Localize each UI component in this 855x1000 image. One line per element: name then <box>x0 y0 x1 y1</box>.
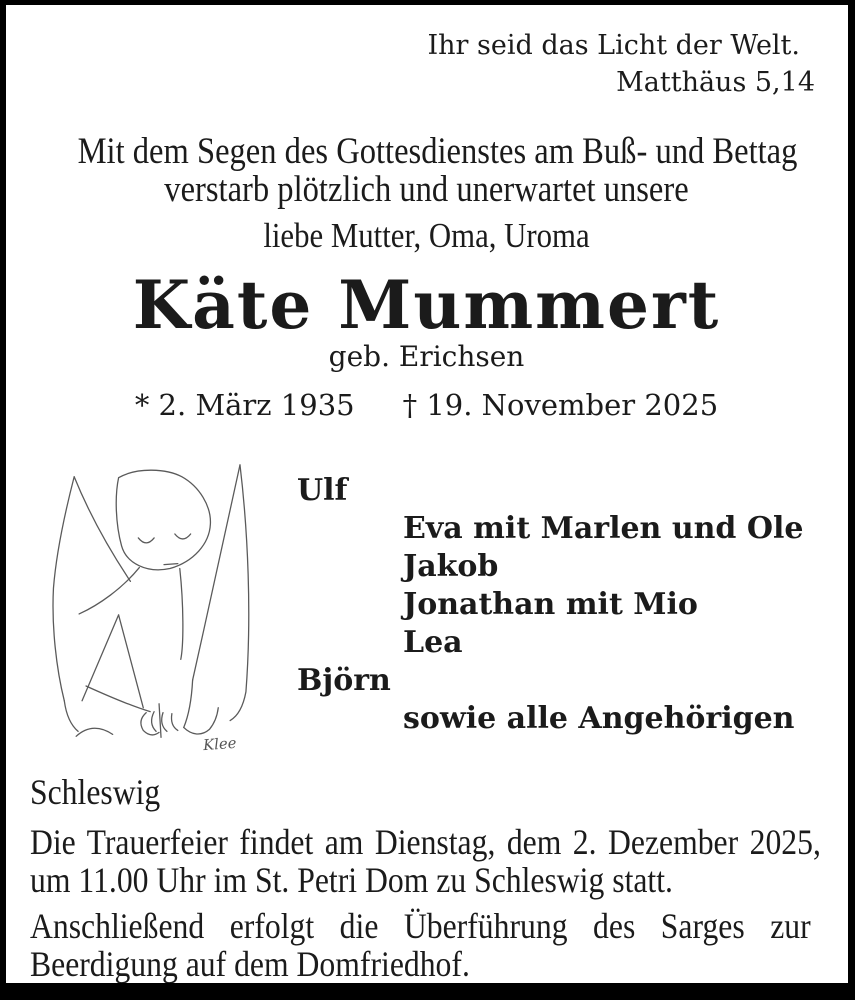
mourner-name: Jakob <box>403 549 499 584</box>
intro-paragraph <box>77 131 798 255</box>
left-eye <box>138 538 154 543</box>
artist-signature: Klee <box>202 734 237 755</box>
mourners-closing: sowie alle Angehörigen <box>403 701 795 736</box>
mourners-list <box>297 457 803 761</box>
service-information <box>30 773 822 983</box>
hand-curve-4 <box>171 714 177 731</box>
right-wing-outer-line <box>230 465 249 721</box>
mourner-name: Björn <box>297 663 391 698</box>
maiden-name: geb. Erichsen <box>328 340 525 373</box>
intro-line-2: verstarb plötzlich und unerwartet unsere <box>164 169 689 210</box>
burial-line-1: Anschließend erfolgt die Überführung des Sarges zur <box>30 906 811 946</box>
right-wing-inner-line <box>193 465 240 680</box>
shoulder-line <box>79 568 139 614</box>
life-dates <box>30 387 823 423</box>
mourner-name: Ulf <box>297 473 348 508</box>
body-center-line <box>180 569 183 660</box>
intro-line-1: Mit dem Segen des Gottesdienstes am Buß- und Bettag <box>77 131 798 172</box>
arm-right-line <box>119 615 144 708</box>
head-outline <box>116 470 210 570</box>
quote-text: Ihr seid das Licht der Welt. <box>427 30 800 61</box>
mourner-name: Eva mit Marlen und Ole <box>403 511 804 546</box>
relation-line: liebe Mutter, Oma, Uroma <box>263 216 590 255</box>
funeral-line-1: Die Trauerfeier findet am Dienstag, dem 2. Dezember 2025, <box>30 822 821 862</box>
deceased-name: Käte Mummert <box>132 266 721 344</box>
left-wing-outer-line <box>53 477 74 701</box>
burial-line-2: Beerdigung auf dem Domfriedhof. <box>30 944 470 984</box>
hand-curve-3 <box>162 713 167 732</box>
ground-squiggle <box>76 728 113 736</box>
arm-left-line <box>82 615 119 701</box>
left-wing-inner-line <box>74 477 130 582</box>
funeral-paragraph <box>30 823 822 899</box>
right-eye <box>175 534 191 539</box>
figure-and-mourners-row <box>30 457 823 761</box>
sleeve-right-line <box>184 680 193 727</box>
quote-source: Matthäus 5,14 <box>616 67 815 98</box>
hand-curve-2 <box>152 712 157 732</box>
klee-angel-illustration <box>42 457 285 761</box>
mourner-name: Lea <box>403 625 463 660</box>
place-name: Schleswig <box>30 772 161 812</box>
burial-paragraph <box>30 907 822 983</box>
birth-date: * 2. März 1935 <box>134 388 355 422</box>
angel-drawing <box>42 457 285 761</box>
robe-left-edge <box>64 701 78 732</box>
death-date: † 19. November 2025 <box>402 388 719 422</box>
mourner-name: Jonathan mit Mio <box>403 587 698 622</box>
mouth <box>164 564 178 565</box>
funeral-line-2: um 11.00 Uhr im St. Petri Dom zu Schleswig statt. <box>30 860 673 900</box>
bible-quote <box>30 27 823 101</box>
